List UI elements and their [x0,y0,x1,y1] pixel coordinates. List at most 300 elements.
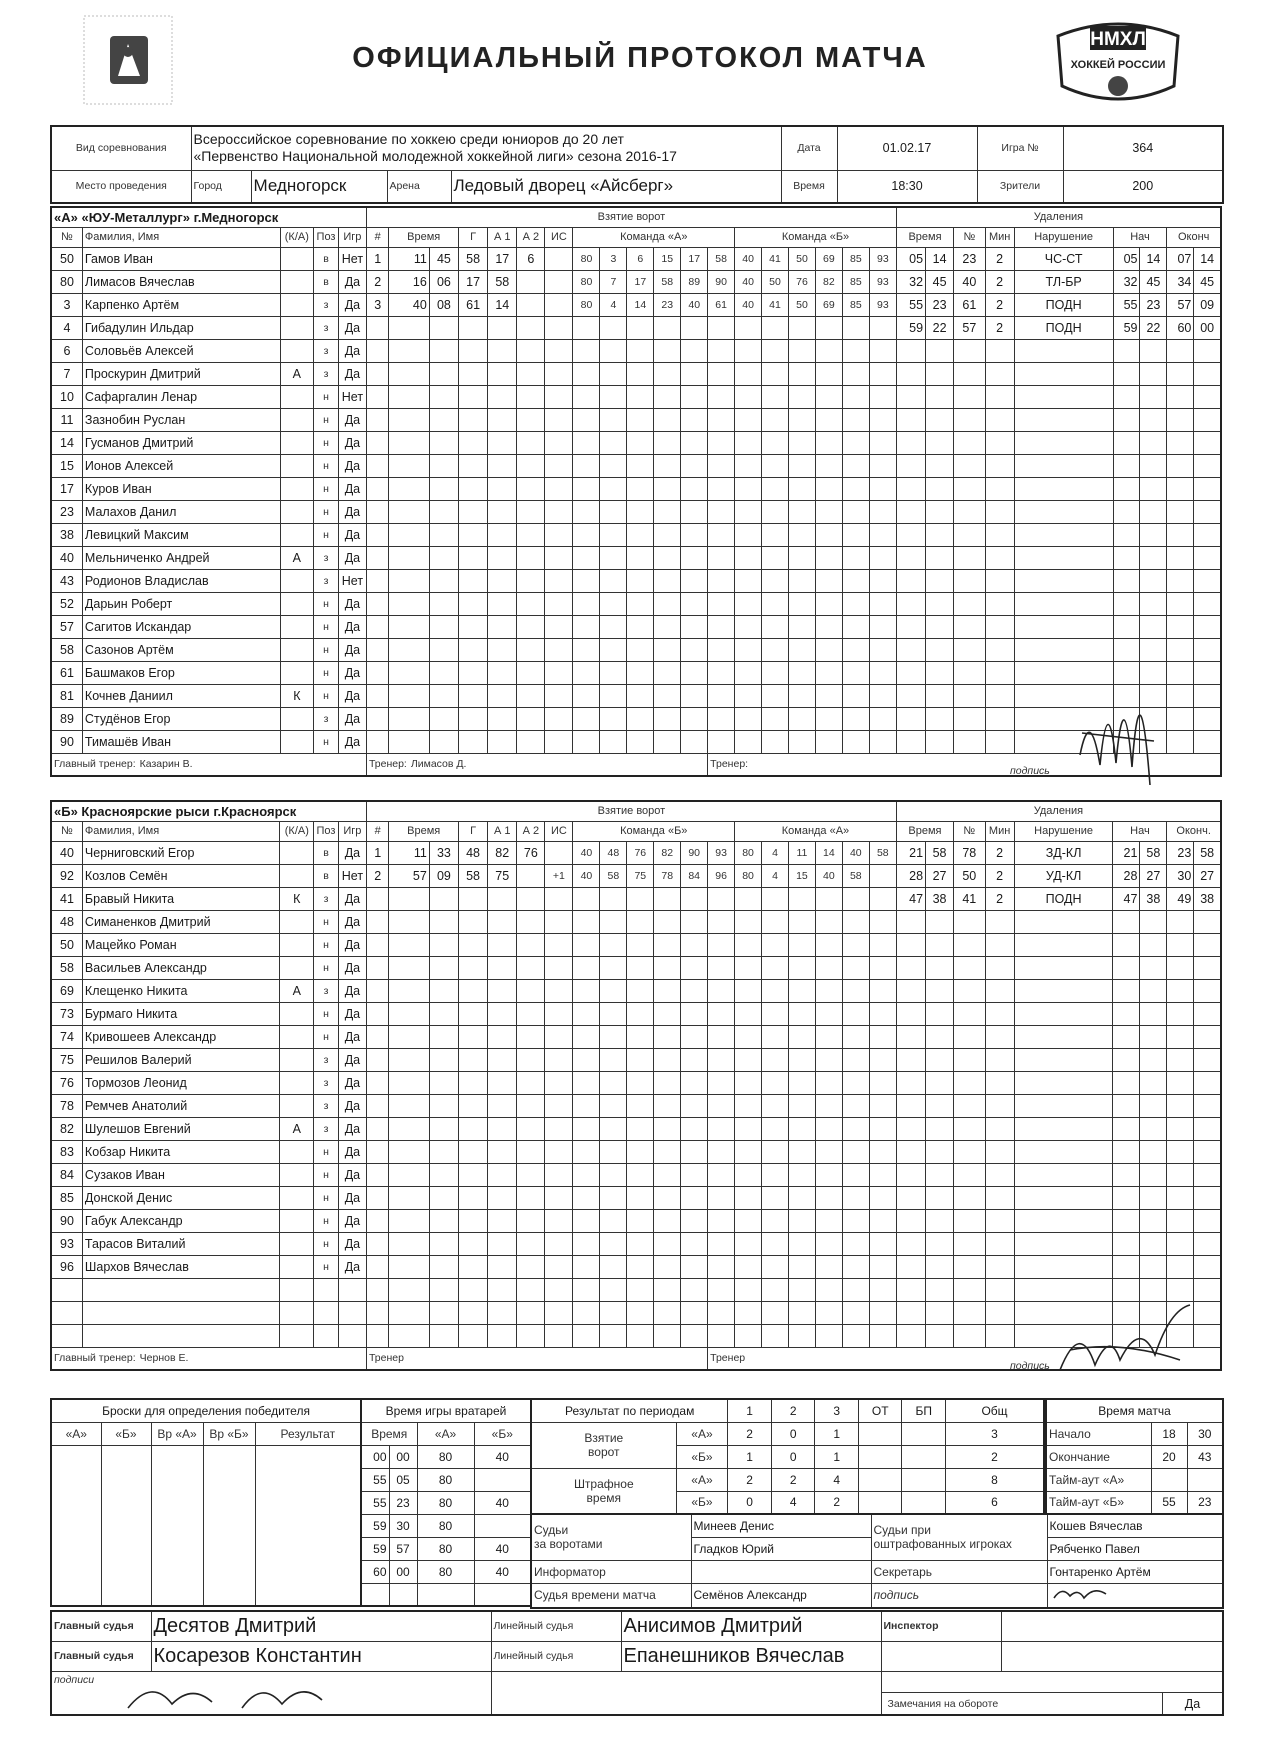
empty-cell [954,1209,985,1232]
empty-cell [1167,523,1194,546]
penalty-minutes: 2 [985,887,1014,910]
empty-cell [735,339,762,362]
empty-cell [573,1301,600,1324]
table-row [51,661,1221,684]
player-number: 61 [51,661,82,684]
empty-cell [1194,454,1221,477]
empty-cell [896,661,925,684]
empty-cell [1113,592,1140,615]
empty-cell [600,1025,627,1048]
empty-cell [954,385,985,408]
goalie-a: 80 [417,1560,474,1583]
penalty-start-minute: 55 [1113,293,1140,316]
player-number: 58 [51,638,82,661]
empty-cell [627,592,654,615]
empty-cell [815,431,842,454]
penalty-start-minute: 47 [1113,887,1140,910]
goal-assist-1: 17 [488,247,517,270]
player-played: Да [338,592,366,615]
empty-cell [788,1232,815,1255]
empty-cell [1113,408,1140,431]
empty-cell [82,1324,280,1347]
empty-cell [788,1278,815,1301]
player-role: А [280,979,314,1002]
goalie-minute: 59 [361,1514,389,1537]
empty-cell [389,1071,429,1094]
empty-cell [842,1094,869,1117]
empty-cell [1014,362,1113,385]
empty-cell [708,431,735,454]
empty-cell [954,661,985,684]
empty-cell [545,431,573,454]
empty-cell [842,1071,869,1094]
empty-cell [1014,1255,1113,1278]
empty-cell [429,933,458,956]
empty-cell [389,707,429,730]
empty-cell [788,339,815,362]
empty-cell [735,1163,762,1186]
empty-cell [280,1278,314,1301]
empty-cell [654,887,681,910]
empty-cell [985,979,1014,1002]
empty-cell [762,1048,789,1071]
table-row [51,1094,1221,1117]
empty-cell [600,385,627,408]
empty-cell [1113,615,1140,638]
col-header-name: Фамилия, Имя [82,821,280,841]
start-label: Начало [1046,1422,1151,1445]
empty-cell [1113,1186,1140,1209]
empty-cell [488,1278,517,1301]
empty-cell [429,1117,458,1140]
player-played: Да [338,1117,366,1140]
empty-cell [488,1025,517,1048]
player-number: 69 [51,979,82,1002]
empty-cell [762,500,789,523]
empty-cell [488,1140,517,1163]
empty-cell [788,730,815,753]
empty-cell [389,910,429,933]
empty-cell [366,592,388,615]
empty-cell [788,454,815,477]
col-header-p-violation: Нарушение [1014,821,1113,841]
empty-cell [954,956,985,979]
col-header-g_a1: А 1 [488,821,517,841]
player-played: Да [338,1048,366,1071]
goal-second: 09 [429,864,458,887]
empty-cell [762,1278,789,1301]
empty-cell [488,454,517,477]
empty-cell [517,1025,545,1048]
period-goals-label [531,1422,676,1468]
empty-cell [926,1186,954,1209]
empty-cell [708,956,735,979]
empty-cell [735,1117,762,1140]
start-hour: 18 [1151,1422,1187,1445]
empty-cell [954,1232,985,1255]
empty-cell [1140,956,1167,979]
empty-cell [762,1301,789,1324]
empty-cell [389,592,429,615]
goalie-minute: 55 [361,1491,389,1514]
empty-cell [458,1324,487,1347]
empty-cell [654,362,681,385]
empty-cell [429,592,458,615]
empty-cell [681,1301,708,1324]
empty-cell [735,1071,762,1094]
empty-cell [627,1324,654,1347]
player-name: Шулешов Евгений [82,1117,280,1140]
player-role [280,523,314,546]
penalty-start-minute: 28 [1113,864,1140,887]
player-position: н [314,1209,339,1232]
on-ice-opp: 80 [735,864,762,887]
goalie-minute: 00 [361,1445,389,1468]
empty-cell [389,1301,429,1324]
empty-cell [762,431,789,454]
empty-cell [735,1301,762,1324]
empty-cell [389,569,429,592]
empty-cell [896,707,925,730]
empty-cell [458,684,487,707]
player-name: Гибадулин Ильдар [82,316,280,339]
empty-cell [762,1324,789,1347]
empty-cell [389,546,429,569]
goalie-second: 57 [389,1537,417,1560]
on-ice-own: 4 [600,293,627,316]
empty-cell [1113,1278,1140,1301]
empty-cell [788,316,815,339]
empty-cell [896,431,925,454]
empty-cell [869,1025,896,1048]
empty-cell [1140,546,1167,569]
empty-cell [788,1255,815,1278]
empty-cell [1194,1140,1221,1163]
player-position: з [314,362,339,385]
empty-cell [1194,523,1221,546]
player-name: Мельниченко Андрей [82,546,280,569]
empty-cell [545,362,573,385]
empty-cell [735,684,762,707]
empty-cell [654,730,681,753]
empty-cell [654,431,681,454]
period-header-ot: ОТ [858,1399,902,1422]
empty-cell [815,956,842,979]
player-number: 81 [51,684,82,707]
empty-cell [654,1048,681,1071]
player-position: з [314,569,339,592]
empty-cell [517,730,545,753]
empty-cell [954,1048,985,1071]
team-a-goals-title: Взятие ворот [366,207,896,227]
empty-cell [600,1117,627,1140]
empty-cell [573,454,600,477]
empty-cell [1194,730,1221,753]
empty-cell [573,956,600,979]
spectators-value: 200 [1063,170,1223,203]
empty-cell [708,546,735,569]
empty-cell [815,362,842,385]
empty-cell [735,1324,762,1347]
line-referee-label-2: Линейный судья [491,1641,621,1671]
player-role [280,385,314,408]
empty-cell [985,339,1014,362]
empty-cell [708,500,735,523]
empty-cell [788,933,815,956]
empty-cell [708,385,735,408]
player-role [280,500,314,523]
empty-cell [429,1002,458,1025]
start-minute: 30 [1187,1422,1223,1445]
on-ice-own: 75 [627,864,654,887]
player-role [280,910,314,933]
player-position: з [314,293,339,316]
goal-assist-1: 58 [488,270,517,293]
player-name: Шархов Вячеслав [82,1255,280,1278]
empty-cell [1113,385,1140,408]
federation-logo [82,14,174,106]
player-number: 11 [51,408,82,431]
player-position: н [314,1255,339,1278]
shootout-col-gkb: Вр «Б» [203,1422,255,1445]
empty-cell [429,979,458,1002]
empty-cell [896,1140,925,1163]
empty-cell [429,1048,458,1071]
empty-cell [1014,615,1113,638]
empty-cell [517,1301,545,1324]
player-played: Да [338,1002,366,1025]
on-ice-own: 61 [708,293,735,316]
player-position: н [314,523,339,546]
period-header-p1: 1 [728,1399,772,1422]
head-coach-name: Казарин В. [139,758,193,771]
on-ice-opp: 41 [762,247,789,270]
player-name: Черниговский Егор [82,841,280,864]
empty-cell [517,1163,545,1186]
goal-situation: +1 [545,864,573,887]
empty-cell [627,707,654,730]
empty-cell [545,408,573,431]
table-row [51,362,1221,385]
empty-cell [488,910,517,933]
match-info-table [50,125,1224,204]
penalty-end-second: 14 [1194,247,1221,270]
empty-cell [762,979,789,1002]
goal-second: 45 [429,247,458,270]
empty-cell [869,385,896,408]
empty-cell [429,730,458,753]
empty-cell [708,1140,735,1163]
empty-cell [842,385,869,408]
penalty-end-second: 45 [1194,270,1221,293]
empty-cell [654,454,681,477]
goal-scorer: 61 [458,293,487,316]
on-ice-own: 96 [708,864,735,887]
on-ice-own: 15 [654,247,681,270]
goalie-b [474,1514,531,1537]
empty-cell [389,1140,429,1163]
col-header-g_num: # [366,821,388,841]
empty-cell [488,707,517,730]
empty-cell [573,1278,600,1301]
empty-cell [458,431,487,454]
empty-cell [926,910,954,933]
on-ice-own: 58 [654,270,681,293]
col-header-played: Игр [338,227,366,247]
player-name: Симаненков Дмитрий [82,910,280,933]
empty-cell [488,569,517,592]
city-value: Медногорск [251,170,387,203]
empty-cell [681,1071,708,1094]
line-referee-label-1: Линейный судья [491,1611,621,1641]
empty-cell [545,1324,573,1347]
empty-cell [627,1186,654,1209]
empty-cell [1140,1278,1167,1301]
empty-cell [681,569,708,592]
empty-cell [1194,979,1221,1002]
empty-cell [573,707,600,730]
empty-cell [1167,1163,1194,1186]
empty-cell [573,477,600,500]
empty-cell [681,1140,708,1163]
empty-cell [545,910,573,933]
penalty-minutes: 2 [985,293,1014,316]
col-header-team-own: Команда «Б» [573,821,735,841]
empty-cell [815,1324,842,1347]
empty-cell [389,477,429,500]
table-row [51,1324,1221,1347]
table-row [51,247,1221,270]
empty-cell [1194,1048,1221,1071]
empty-cell [545,477,573,500]
empty-cell [573,1255,600,1278]
empty-cell [389,1186,429,1209]
goal-situation [545,270,573,293]
empty-cell [985,933,1014,956]
player-played: Нет [338,864,366,887]
empty-cell [762,454,789,477]
empty-cell [842,339,869,362]
empty-cell [573,933,600,956]
end-hour: 20 [1151,1445,1187,1468]
period-goals-team-a: «А» [676,1422,728,1445]
empty-cell [985,569,1014,592]
player-position: в [314,864,339,887]
table-row [51,1048,1221,1071]
competition-line-2: «Первенство Национальной молодежной хоккейной лиги» сезона 2016-17 [193,148,677,165]
penalty-end-minute: 23 [1167,841,1194,864]
empty-cell [735,956,762,979]
empty-cell [954,1002,985,1025]
empty-cell [1113,1232,1140,1255]
empty-cell [429,500,458,523]
empty-cell [708,1163,735,1186]
empty-cell [681,500,708,523]
empty-cell [338,1324,366,1347]
head-coach-label: Главный тренер: [54,758,136,771]
col-header-g_time: Время [389,227,459,247]
player-number: 78 [51,1094,82,1117]
player-role [280,661,314,684]
empty-cell [1140,592,1167,615]
goal-second: 33 [429,841,458,864]
empty-cell [517,385,545,408]
team-a-signature-label: подпись [1010,765,1050,777]
empty-cell [896,730,925,753]
empty-cell [545,546,573,569]
goalie-second: 00 [389,1560,417,1583]
penalty-start-second: 27 [1140,864,1167,887]
empty-cell [985,523,1014,546]
empty-cell [1194,684,1221,707]
team-a-signature [1070,645,1160,795]
empty-cell [815,910,842,933]
player-role [280,615,314,638]
player-played: Да [338,841,366,864]
empty-cell [1140,1255,1167,1278]
mhl-logo-text: НМХЛ [1090,29,1146,50]
empty-cell [788,1324,815,1347]
empty-cell [985,730,1014,753]
empty-cell [517,910,545,933]
empty-cell [735,546,762,569]
player-role [280,841,314,864]
officials-table [530,1513,1224,1609]
player-role [280,1186,314,1209]
table-row [361,1514,531,1537]
empty-cell [681,1255,708,1278]
empty-cell [82,1301,280,1324]
empty-cell [1194,569,1221,592]
empty-cell [458,1002,487,1025]
empty-cell [815,1140,842,1163]
empty-cell [627,362,654,385]
player-played: Да [338,500,366,523]
empty-cell [545,638,573,661]
col-header-team-own: Команда «А» [573,227,735,247]
empty-cell [735,933,762,956]
goal-minute: 16 [389,270,429,293]
empty-cell [708,408,735,431]
period-goals-a-value: 0 [771,1422,815,1445]
empty-cell [985,431,1014,454]
empty-cell [896,1232,925,1255]
empty-cell [545,684,573,707]
empty-cell [517,887,545,910]
empty-cell [788,1071,815,1094]
table-row [51,1140,1221,1163]
empty-cell [708,1117,735,1140]
empty-cell [573,1324,600,1347]
empty-cell [762,1163,789,1186]
empty-cell [654,1186,681,1209]
empty-cell [488,1186,517,1209]
player-role [280,1232,314,1255]
empty-cell [954,615,985,638]
empty-cell [985,684,1014,707]
empty-cell [280,1301,314,1324]
empty-cell [815,477,842,500]
goal-minute: 57 [389,864,429,887]
empty-cell [681,1094,708,1117]
empty-cell [458,1255,487,1278]
col-header-g_g: Г [458,821,487,841]
empty-cell [1113,477,1140,500]
timeout-b-second: 23 [1187,1491,1223,1514]
table-row [51,592,1221,615]
player-role [280,1209,314,1232]
empty-cell [458,887,487,910]
